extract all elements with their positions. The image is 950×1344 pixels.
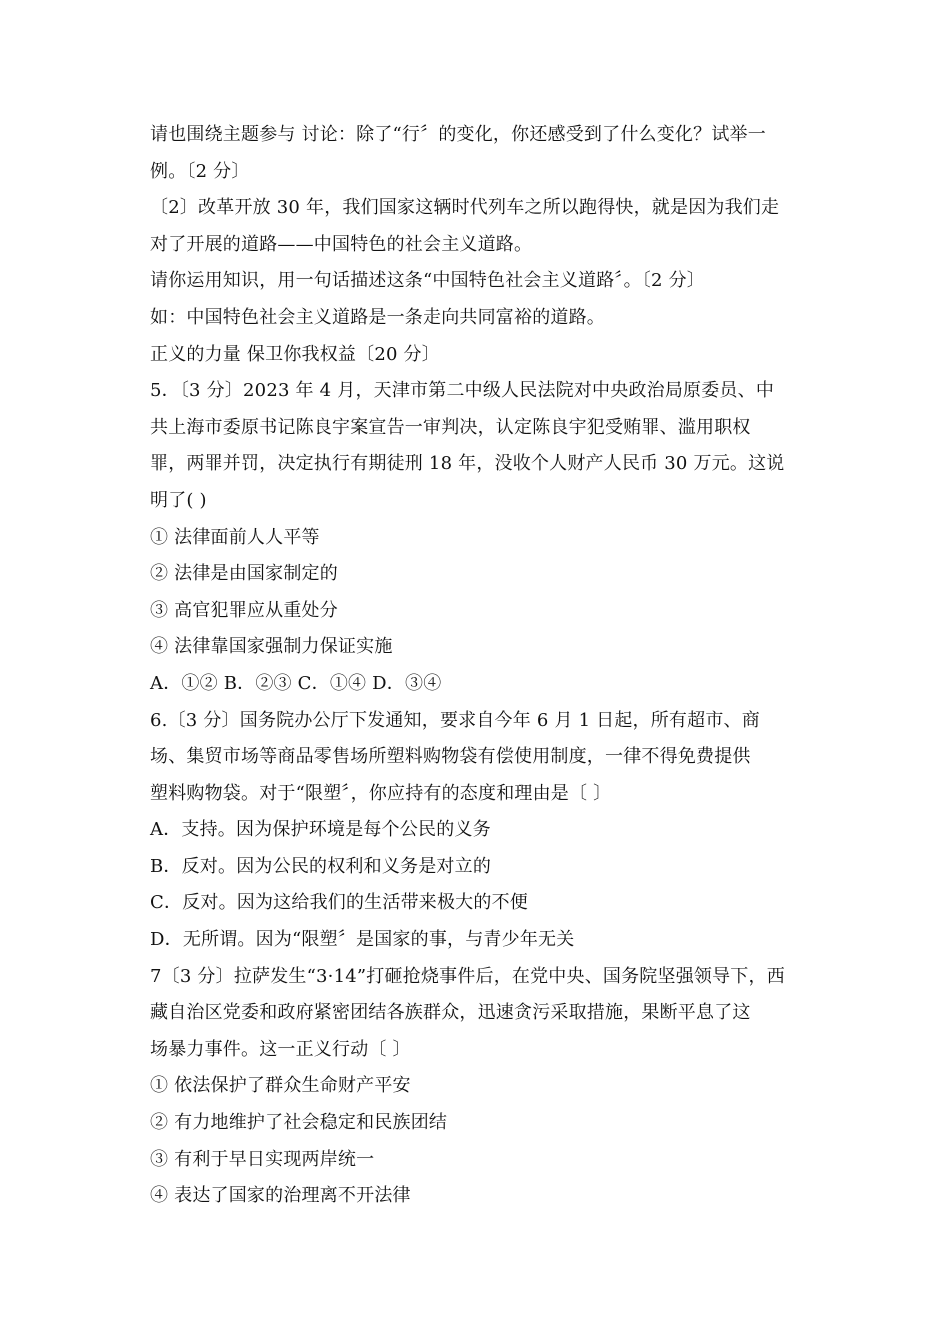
section-heading: 正义的力量 保卫你我权益〔20 分〕 xyxy=(150,343,440,365)
answer-choice: A．支持。因为保护环境是每个公民的义务 xyxy=(150,819,491,841)
question-7-stem: 7〔3 分〕拉萨发生“3·14”打砸抢烧事件后，在党中央、国务院坚强领导下，西 xyxy=(150,965,785,987)
text-line: 场、集贸市场等商品零售场所塑料购物袋有偿使用制度，一律不得免费提供 xyxy=(150,746,751,768)
option-item: ① 依法保护了群众生命财产平安 xyxy=(150,1075,411,1097)
text-line: 藏自治区党委和政府紧密团结各族群众，迅速贪污采取措施，果断平息了这 xyxy=(150,1002,751,1024)
text-line: 请你运用知识，用一句话描述这条“中国特色社会主义道路〞。〔2 分〕 xyxy=(150,270,705,292)
text-line: 〔2〕改革开放 30 年，我们国家这辆时代列车之所以跑得快，就是因为我们走 xyxy=(150,197,780,219)
question-5-stem: 5．〔3 分〕2023 年 4 月，天津市第二中级人民法院对中央政治局原委员、中 xyxy=(150,380,775,402)
text-line: 对了开展的道路——中国特色的社会主义道路。 xyxy=(150,233,533,255)
text-line: 罪，两罪并罚，决定执行有期徒刑 18 年，没收个人财产人民币 30 万元。这说 xyxy=(150,453,785,475)
answer-choices: A．①② B．②③ C．①④ D．③④ xyxy=(150,672,442,694)
option-item: ④ 法律靠国家强制力保证实施 xyxy=(150,636,393,658)
option-item: ① 法律面前人人平等 xyxy=(150,526,320,548)
text-line: 例。〔2 分〕 xyxy=(150,160,250,182)
text-line: 共上海市委原书记陈良宇案宣告一审判决，认定陈良宇犯受贿罪、滥用职权 xyxy=(150,416,751,438)
option-item: ② 法律是由国家制定的 xyxy=(150,563,338,585)
answer-choice: B．反对。因为公民的权利和义务是对立的 xyxy=(150,855,492,877)
answer-choice: D．无所谓。因为“限塑〞是国家的事，与青少年无关 xyxy=(150,929,575,951)
document-body xyxy=(150,117,810,1215)
option-item: ④ 表达了国家的治理离不开法律 xyxy=(150,1185,411,1207)
text-line: 如：中国特色社会主义道路是一条走向共同富裕的道路。 xyxy=(150,306,605,328)
option-item: ③ 高官犯罪应从重处分 xyxy=(150,599,338,621)
text-line: 明了( ) xyxy=(150,489,207,511)
text-line: 场暴力事件。这一正义行动〔 〕 xyxy=(150,1038,411,1060)
question-6-stem: 6.〔3 分〕国务院办公厅下发通知，要求自今年 6 月 1 日起，所有超市、商 xyxy=(150,709,760,731)
option-item: ② 有力地维护了社会稳定和民族团结 xyxy=(150,1112,448,1134)
answer-choice: C．反对。因为这给我们的生活带来极大的不便 xyxy=(150,892,528,914)
text-line: 塑料购物袋。对于“限塑〞，你应持有的态度和理由是〔 〕 xyxy=(150,782,612,804)
option-item: ③ 有利于早日实现两岸统一 xyxy=(150,1148,375,1170)
text-line: 请也围绕主题参与 讨论：除了“行〞的变化，你还感受到了什么变化？试举一 xyxy=(150,124,766,145)
